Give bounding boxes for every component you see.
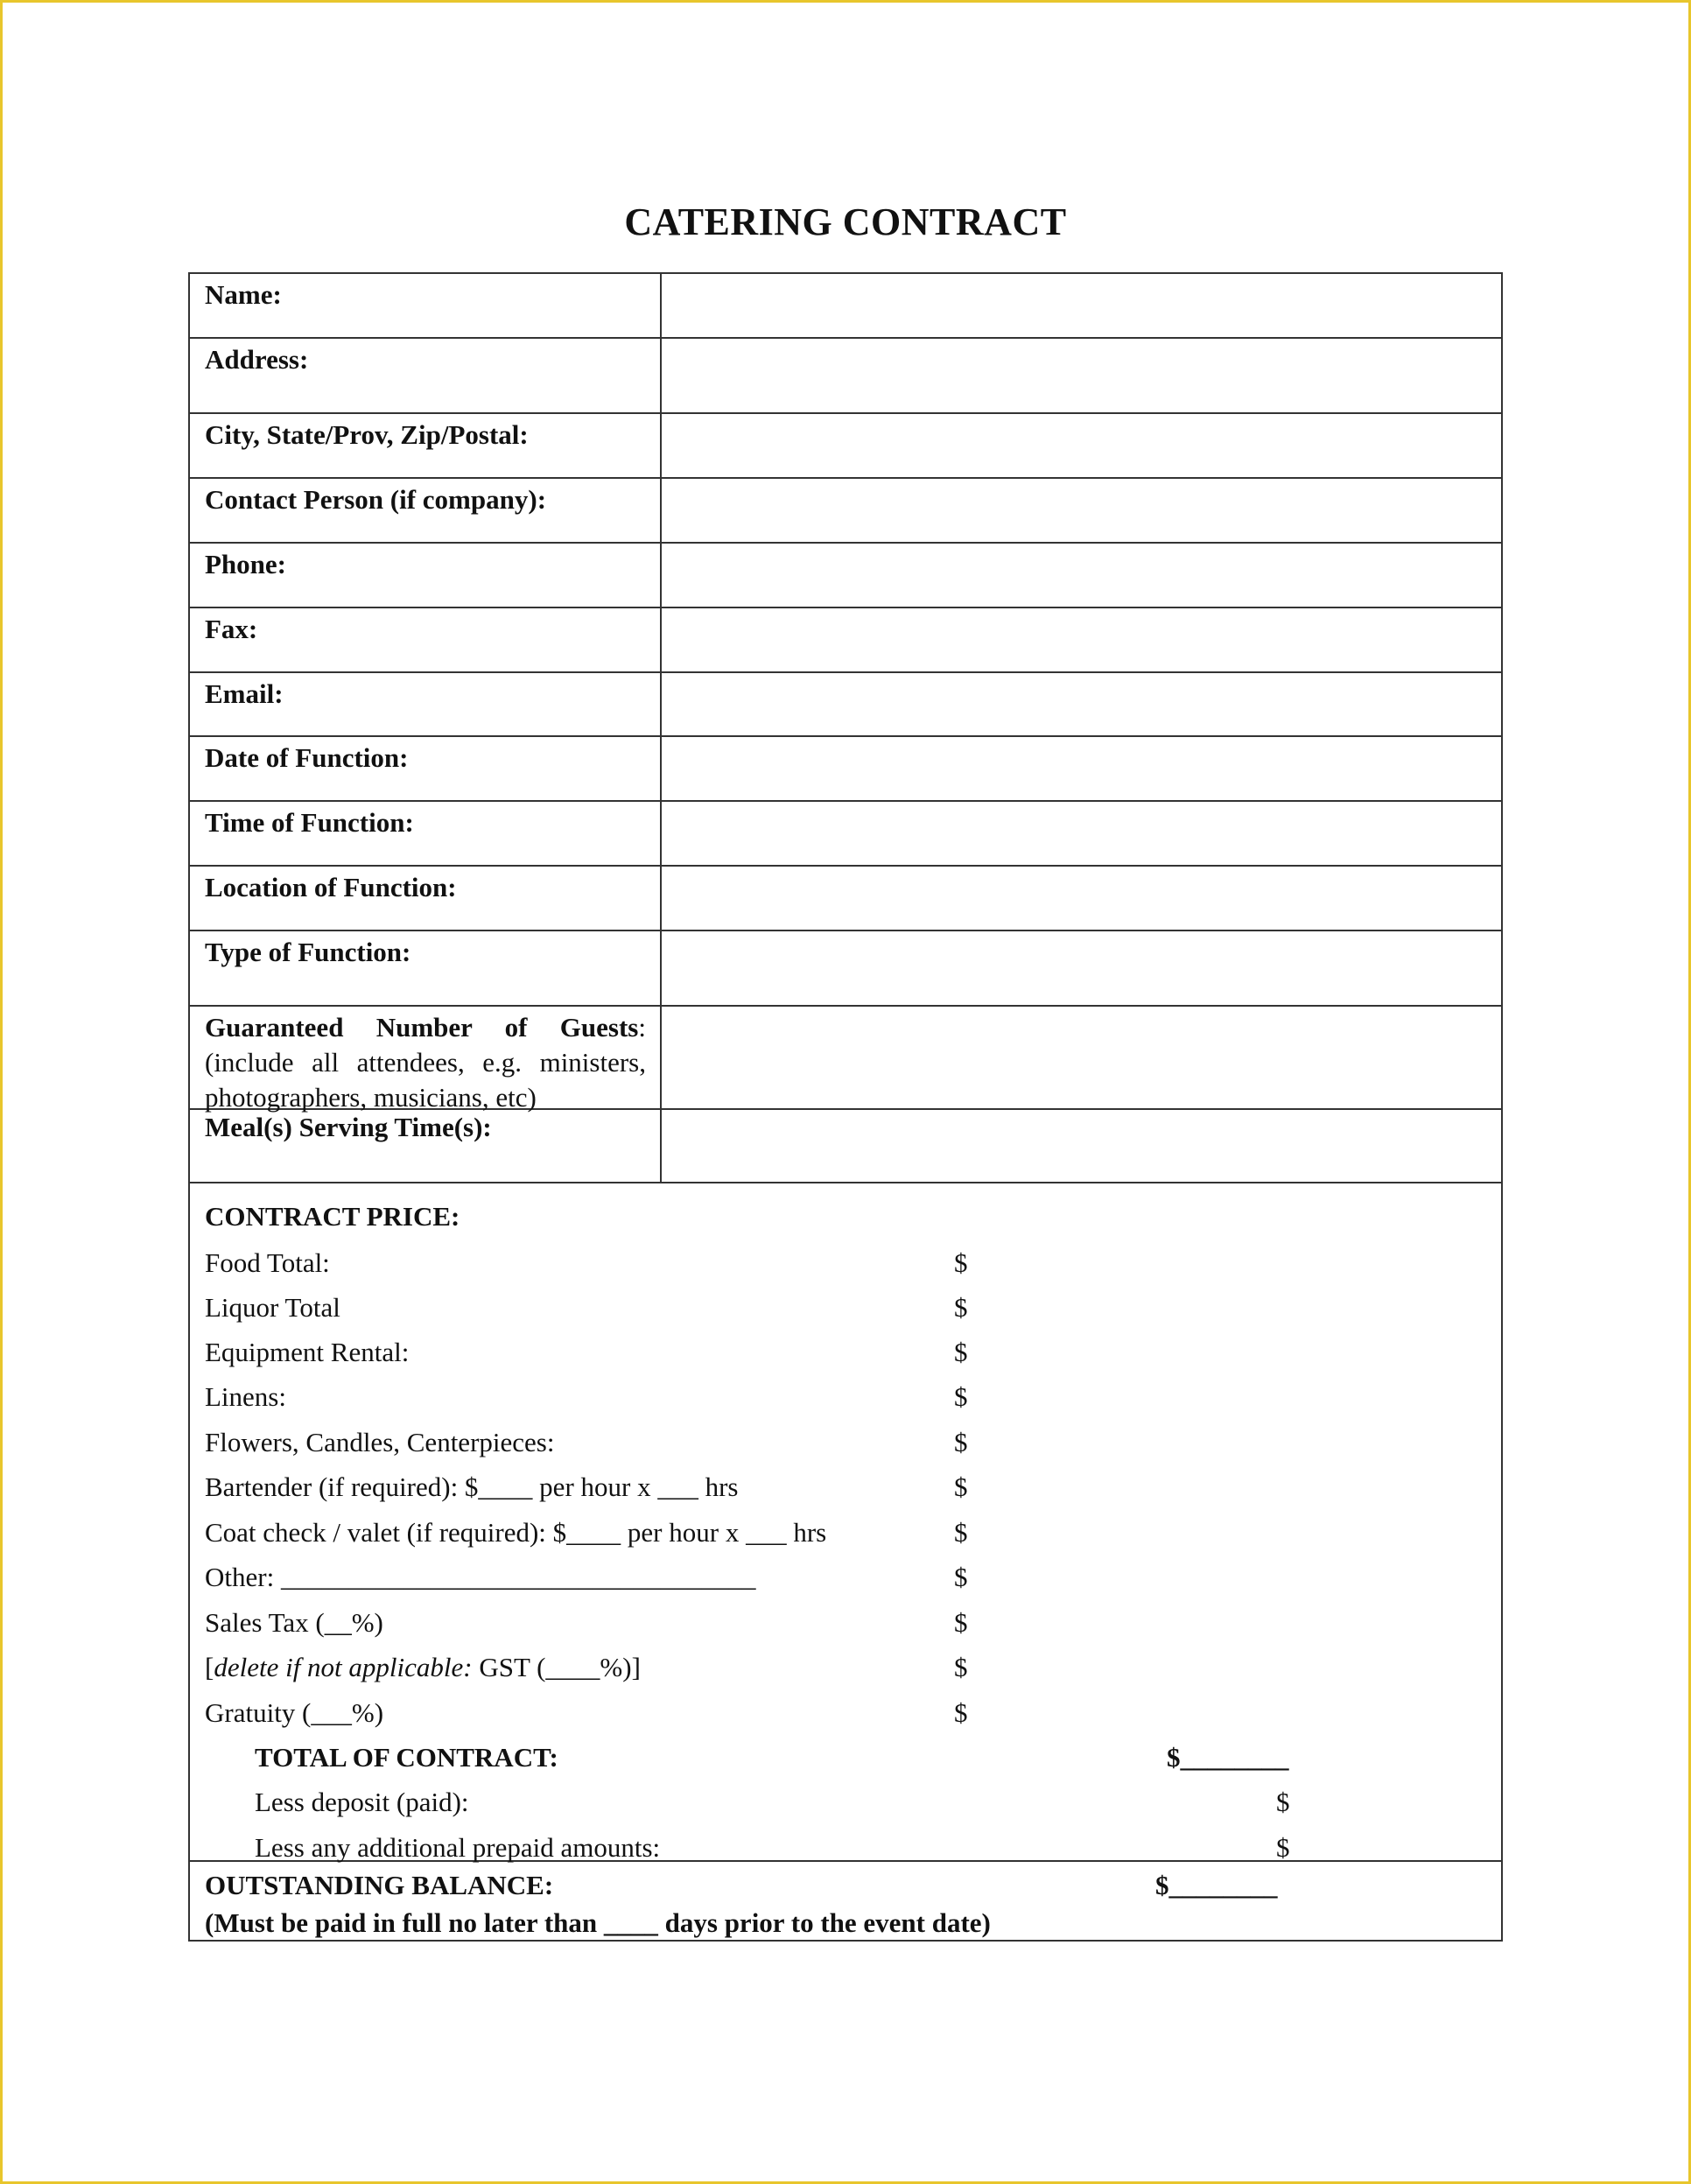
outstanding-balance-note: (Must be paid in full no later than ____ days prior to the event date): [205, 1907, 991, 1938]
field-row-address: [190, 339, 1501, 414]
field-label-city: City, State/Prov, Zip/Postal:: [190, 414, 662, 477]
outstanding-balance-value[interactable]: $________: [1155, 1870, 1278, 1900]
field-label-fax: Fax:: [190, 608, 662, 671]
price-item-currency: $: [954, 1292, 968, 1323]
field-label-guests: [190, 1007, 662, 1113]
meal-serving-times-field[interactable]: [662, 1110, 1501, 1182]
field-label-phone: Phone:: [190, 544, 662, 607]
outstanding-balance-label: OUTSTANDING BALANCE:: [205, 1870, 554, 1900]
price-item-label: Food Total:: [205, 1247, 330, 1278]
field-label-address: Address:: [190, 339, 662, 412]
field-label-name: Name:: [190, 274, 662, 337]
price-item-currency: $: [954, 1607, 968, 1638]
city-state-zip-field[interactable]: [662, 414, 1501, 477]
field-label-location: Location of Function:: [190, 867, 662, 930]
contract-price-heading: CONTRACT PRICE:: [205, 1201, 460, 1232]
field-row-location: [190, 867, 1501, 931]
price-item-label: Other: ___________________________________: [205, 1562, 756, 1592]
field-label-contact: Contact Person (if company):: [190, 479, 662, 542]
field-row-date: [190, 737, 1501, 802]
field-label-meal-times: Meal(s) Serving Time(s):: [190, 1110, 662, 1182]
phone-field[interactable]: [662, 544, 1501, 607]
field-label-email: Email:: [190, 673, 662, 735]
location-of-function-field[interactable]: [662, 867, 1501, 930]
price-item-label: Liquor Total: [205, 1292, 340, 1323]
less-deposit-label: Less deposit (paid):: [255, 1787, 469, 1817]
price-item-currency: $: [954, 1247, 968, 1278]
total-of-contract-value[interactable]: $________: [1167, 1742, 1289, 1773]
gst-note-italic: delete if not applicable:: [214, 1652, 473, 1682]
guests-label-colon: :: [638, 1012, 646, 1043]
field-label-type: Type of Function:: [190, 931, 662, 1005]
gst-label: GST (____%)]: [472, 1652, 641, 1682]
field-row-phone: [190, 544, 1501, 608]
less-deposit-value[interactable]: $: [1276, 1787, 1290, 1817]
date-of-function-field[interactable]: [662, 737, 1501, 800]
price-item-label: Bartender (if required): $____ per hour x ___ hrs: [205, 1471, 739, 1502]
field-row-meal-times: [190, 1110, 1501, 1183]
total-of-contract-label: TOTAL OF CONTRACT:: [255, 1742, 558, 1773]
price-item-label: Sales Tax (__%): [205, 1607, 383, 1638]
outstanding-balance-section: [190, 1862, 1501, 1942]
price-item-currency: $: [954, 1471, 968, 1502]
contract-form: [188, 272, 1503, 1942]
price-item-label: Linens:: [205, 1381, 286, 1412]
price-item-currency: $: [954, 1562, 968, 1592]
price-item-currency: $: [954, 1517, 968, 1548]
contact-person-field[interactable]: [662, 479, 1501, 542]
gst-bracket: [: [205, 1652, 214, 1682]
document-title: CATERING CONTRACT: [624, 200, 1067, 243]
guests-note: (include all attendees, e.g. ministers, photographers, musicians, etc): [205, 1047, 646, 1113]
field-row-time: [190, 802, 1501, 867]
price-item-label: Gratuity (___%): [205, 1697, 384, 1728]
fax-field[interactable]: [662, 608, 1501, 671]
email-field[interactable]: [662, 673, 1501, 735]
name-field[interactable]: [662, 274, 1501, 337]
field-row-guests: [190, 1007, 1501, 1113]
field-row-city: [190, 414, 1501, 479]
less-prepaid-value[interactable]: $: [1276, 1832, 1290, 1863]
field-label-time: Time of Function:: [190, 802, 662, 865]
price-item-label: Flowers, Candles, Centerpieces:: [205, 1427, 555, 1457]
field-row-fax: [190, 608, 1501, 673]
guests-label-text: Guaranteed Number of Guests: [205, 1012, 639, 1043]
price-item-currency: $: [954, 1652, 968, 1682]
price-item-currency: $: [954, 1337, 968, 1367]
price-item-label: Coat check / valet (if required): $____ per hour x ___ hrs: [205, 1517, 827, 1548]
address-field[interactable]: [662, 339, 1501, 412]
price-item-label: [205, 1650, 641, 1685]
field-label-date: Date of Function:: [190, 737, 662, 800]
contract-price-section: [190, 1183, 1501, 1862]
price-item-currency: $: [954, 1381, 968, 1412]
field-row-type: [190, 931, 1501, 1007]
field-row-contact: [190, 479, 1501, 544]
field-row-email: [190, 673, 1501, 737]
price-item-currency: $: [954, 1427, 968, 1457]
field-row-name: [190, 274, 1501, 339]
time-of-function-field[interactable]: [662, 802, 1501, 865]
less-prepaid-label: Less any additional prepaid amounts:: [255, 1832, 661, 1863]
guest-count-field[interactable]: [662, 1007, 1501, 1108]
price-item-label: Equipment Rental:: [205, 1337, 410, 1367]
type-of-function-field[interactable]: [662, 931, 1501, 1005]
price-item-currency: $: [954, 1697, 968, 1728]
